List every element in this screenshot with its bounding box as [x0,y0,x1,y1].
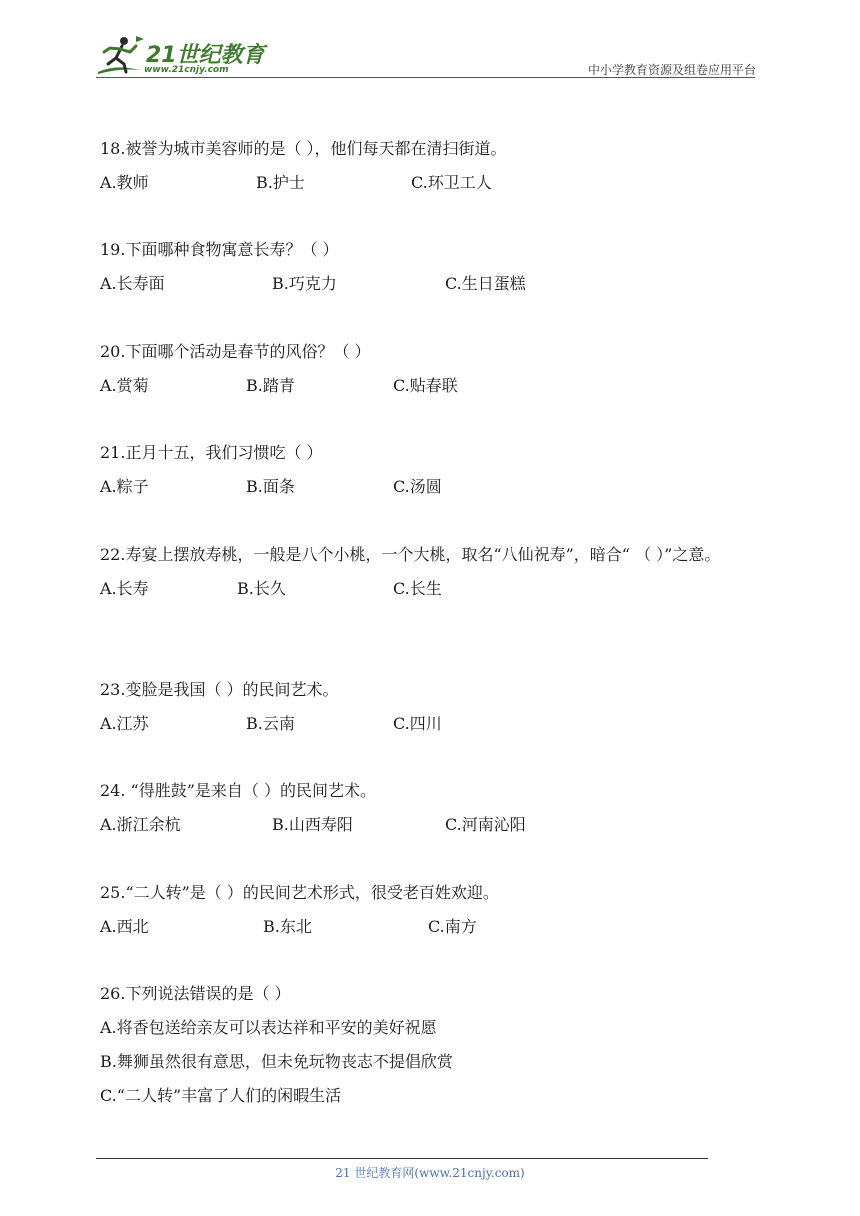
question-stem: 24. “得胜鼓”是来自（ ）的民间艺术。 [100,781,376,800]
option-row [100,470,760,504]
logo-text: 21世纪教育 [146,43,265,68]
option-c: C.环卫工人 [411,173,492,192]
option-row [100,166,760,200]
question-stem: 21.正月十五，我们习惯吃（ ） [100,443,323,462]
page-header [0,0,860,90]
question-stem: 25.“二人转”是（ ）的民间艺术形式，很受老百姓欢迎。 [100,883,499,902]
header-divider [96,77,755,78]
platform-name: 中小学教育资源及组卷应用平台 [587,63,756,77]
question-23 [100,673,760,741]
option-c: C.汤圆 [393,477,442,496]
option-a: A.西北 [100,917,149,936]
question-20 [100,335,760,403]
option-row [100,369,760,403]
question-stem: 22.寿宴上摆放寿桃，一般是八个小桃，一个大桃，取名“八仙祝寿”，暗合“ （ ）”之意。 [100,545,721,564]
question-stem: 19.下面哪种食物寓意长寿？（ ） [100,240,339,259]
question-18 [100,132,760,200]
option-row [100,267,760,301]
question-24 [100,774,760,842]
question-stem: 26.下列说法错误的是（ ） [100,984,291,1003]
footer-divider [96,1158,708,1159]
option-b: B.东北 [263,917,312,936]
option-a: A.将香包送给亲友可以表达祥和平安的美好祝愿 [100,1018,437,1037]
option-b: B.山西寿阳 [272,815,353,834]
question-stem: 18.被誉为城市美容师的是（ ），他们每天都在清扫街道。 [100,139,507,158]
option-b: B.面条 [246,477,295,496]
option-b: B.护士 [256,173,305,192]
option-row [100,707,760,741]
option-c: C.河南沁阳 [445,815,526,834]
option-row [100,808,760,842]
option-a: A.粽子 [100,477,149,496]
site-logo [96,34,266,78]
option-a: A.赏菊 [100,376,149,395]
question-25 [100,876,760,944]
logo-url: www.21cnjy.com [144,65,229,75]
option-a: A.长寿 [100,579,149,598]
footer-text[interactable]: 21 世纪教育网(www.21cnjy.com) [335,1166,525,1180]
question-stem: 20.下面哪个活动是春节的风俗？（ ） [100,342,371,361]
runner-logo-icon [96,34,146,78]
option-c: C.贴春联 [393,376,458,395]
option-a: A.长寿面 [100,274,165,293]
option-row [100,910,760,944]
question-19 [100,233,760,301]
option-c: C.“二人转”丰富了人们的闲暇生活 [100,1086,342,1105]
option-b: B.长久 [237,579,286,598]
option-b: B.巧克力 [272,274,337,293]
option-a: A.浙江余杭 [100,815,181,834]
option-b: B.舞狮虽然很有意思，但未免玩物丧志不提倡欣赏 [100,1052,453,1071]
question-26 [100,977,760,1113]
option-row [100,572,760,606]
question-stem: 23.变脸是我国（ ）的民间艺术。 [100,680,339,699]
question-21 [100,436,760,504]
option-a: A.江苏 [100,714,149,733]
question-22 [100,538,760,606]
option-c: C.生日蛋糕 [445,274,526,293]
option-b: B.云南 [246,714,295,733]
option-a: A.教师 [100,173,149,192]
option-b: B.踏青 [246,376,295,395]
option-c: C.长生 [393,579,442,598]
option-c: C.四川 [393,714,442,733]
option-c: C.南方 [428,917,477,936]
